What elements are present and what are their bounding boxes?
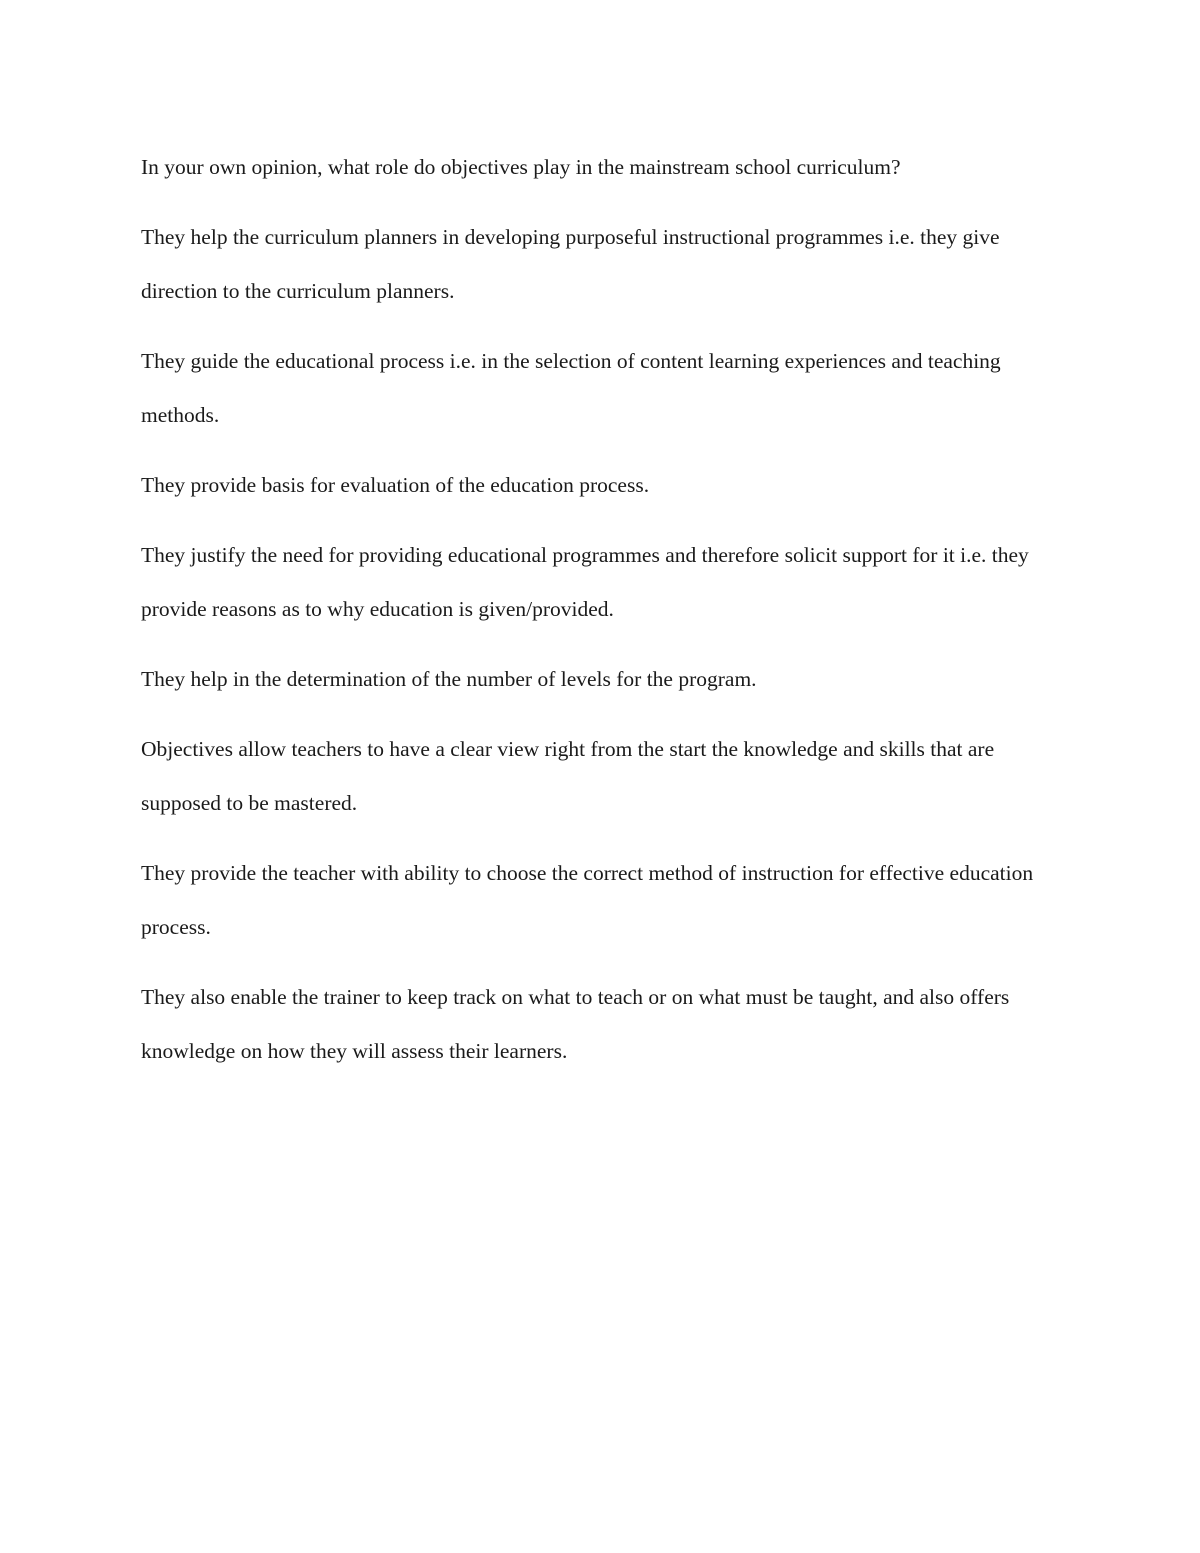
- answer-paragraph-7: They provide the teacher with ability to choose the correct method of instruction for effective education process.: [141, 861, 1034, 939]
- document-body: [141, 140, 1051, 1094]
- answer-paragraph-5: They help in the determination of the number of levels for the program.: [141, 667, 757, 691]
- question-paragraph: In your own opinion, what role do objectives play in the mainstream school curriculum?: [141, 155, 901, 179]
- answer-paragraph-4: They justify the need for providing educational programmes and therefore solicit support for it i.e. they provide reasons as to why education is given/provided.: [141, 543, 1029, 621]
- answer-paragraph-8: They also enable the trainer to keep track on what to teach or on what must be taught, and also offers knowledge on how they will assess their learners.: [141, 985, 1010, 1063]
- answer-paragraph-3: They provide basis for evaluation of the education process.: [141, 473, 650, 497]
- answer-paragraph-6: Objectives allow teachers to have a clear view right from the start the knowledge and skills that are supposed to be mastered.: [141, 737, 995, 815]
- answer-paragraph-1: They help the curriculum planners in developing purposeful instructional programmes i.e. they give direction to the curriculum planners.: [141, 225, 1000, 303]
- answer-paragraph-2: They guide the educational process i.e. in the selection of content learning experiences and teaching methods.: [141, 349, 1001, 427]
